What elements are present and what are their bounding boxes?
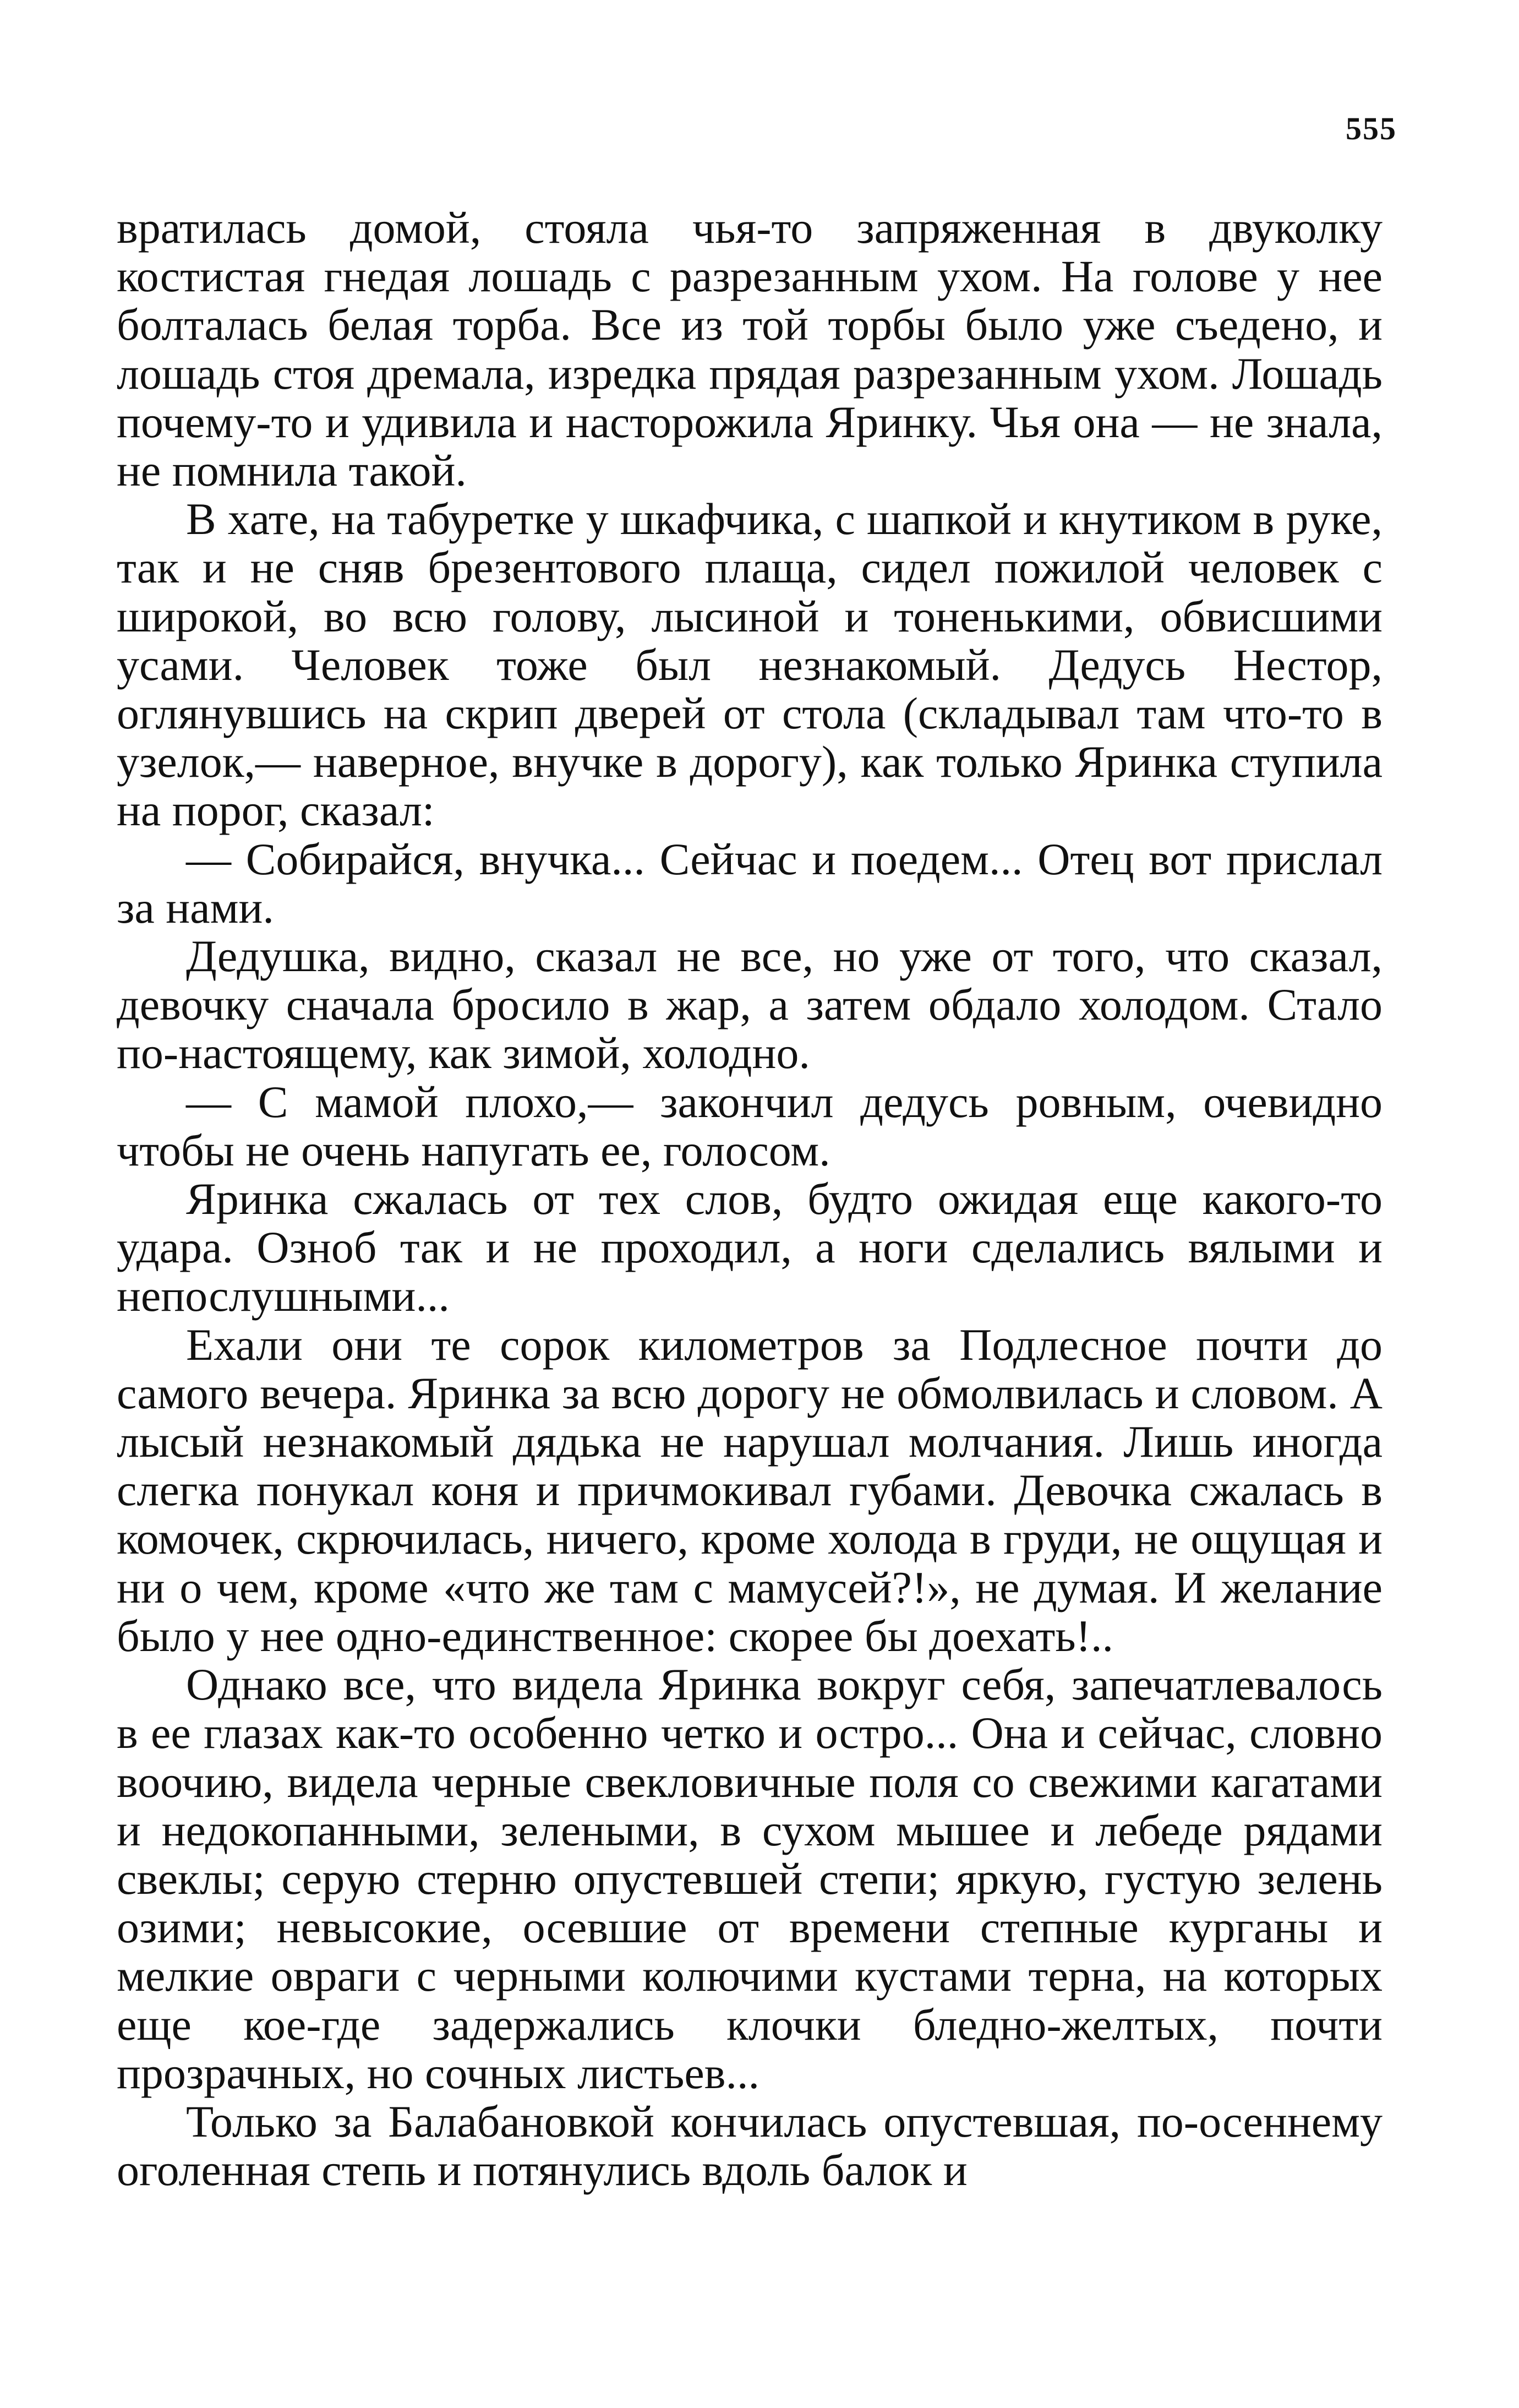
paragraph-9: Только за Балабановкой кончилась опустевшая, по-осеннему оголенная степь и потянулись вдоль балок и bbox=[117, 2096, 1383, 2195]
paragraph-4: Дедушка, видно, сказал не все, но уже от того, что сказал, девочку сначала бросило в жар, а затем обдало холодом. Стало по-настоящему, как зимой, холодно. bbox=[117, 931, 1383, 1078]
body-text bbox=[117, 204, 1383, 2194]
paragraph-5: — С мамой плохо,— закончил дедусь ровным, очевидно чтобы не очень напугать ее, голосом. bbox=[117, 1076, 1383, 1175]
paragraph-6: Яринка сжалась от тех слов, будто ожидая еще какого-то удара. Озноб так и не проходил, а ноги сделались вялыми и непослушными... bbox=[117, 1174, 1383, 1321]
paragraph-2: В хате, на табуретке у шкафчика, с шапкой и кнутиком в руке, так и не сняв брезентового плаща, сидел пожилой человек с широкой, во всю голову, лысиной и тоненькими, обвисшими усами. Человек тоже был незнакомый. Дедусь Нестор, оглянувшись на скрип дверей от стола (складывал там что-то в узелок,— наверное, внучке в дорогу), как только Яринка ступила на порог, сказал: bbox=[117, 494, 1383, 836]
paragraph-1: вратилась домой, стояла чья-то запряженная в двуколку костистая гнедая лошадь с разрезанным ухом. На голове у нее болталась белая торба. Все из той торбы было уже съедено, и лошадь стоя дремала, изредка прядая разрезанным ухом. Лошадь почему-то и удивила и насторожила Яринку. Чья она — не знала, не помнила такой. bbox=[117, 203, 1383, 496]
page-number: 555 bbox=[1346, 111, 1397, 146]
paragraph-8: Однако все, что видела Яринка вокруг себя, запечатлевалось в ее глазах как-то особенно четко и остро... Она и сейчас, словно воочию, видела черные свекловичные поля со свежими кагатами и недокопанными, зелеными, в сухом мышее и лебеде рядами свеклы; серую стерню опустевшей степи; яркую, густую зелень озими; невысокие, осевшие от времени степные курганы и мелкие овраги с черными колючими кустами терна, на которых еще кое-где задержались клочки бледно-желтых, почти прозрачных, но сочных листьев... bbox=[117, 1659, 1383, 2098]
paragraph-3: — Собирайся, внучка... Сейчас и поедем... Отец вот прислал за нами. bbox=[117, 833, 1383, 933]
paragraph-7: Ехали они те сорок километров за Подлесное почти до самого вечера. Яринка за всю дорогу не обмолвилась и словом. А лысый незнакомый дядька не нарушал молчания. Лишь иногда слегка понукал коня и причмокивал губами. Девочка сжалась в комочек, скрючилась, ничего, кроме холода в груди, не ощущая и ни о чем, кроме «что же там с мамусей?!», не думая. И желание было у нее одно-единственное: скорее бы доехать!.. bbox=[117, 1319, 1383, 1661]
